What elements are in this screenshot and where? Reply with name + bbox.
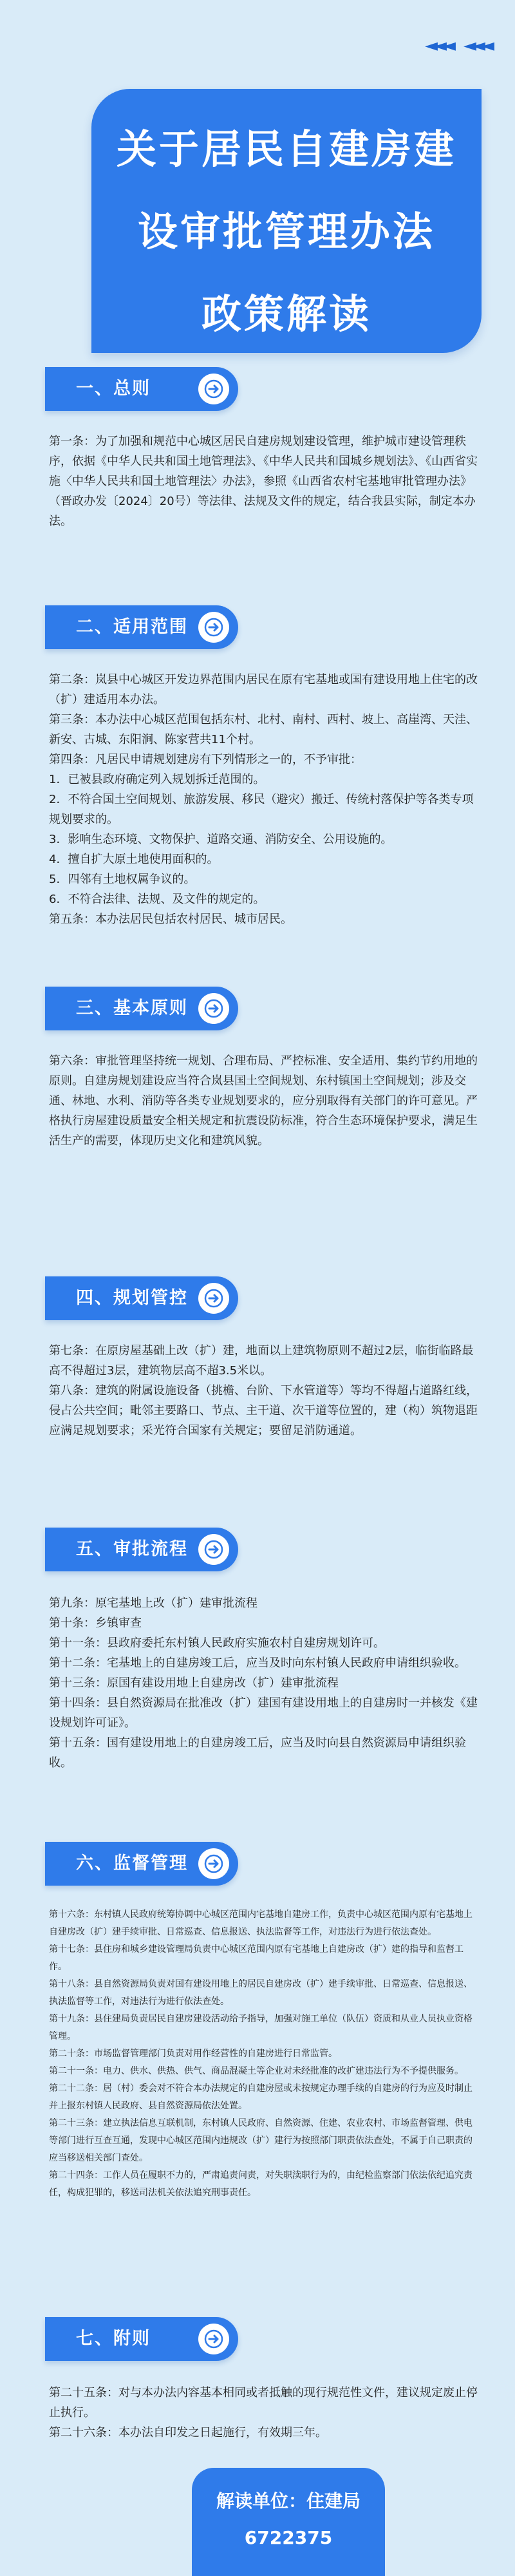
paragraph: 第十二条：宅基地上的自建房竣工后，应当及时向东村镇人民政府申请组织验收。 bbox=[49, 1656, 466, 1670]
decorative-arrows-icon: ◄◄◄ ◄◄◄ bbox=[425, 36, 491, 55]
paragraph: 第八条：建筑的附属设施设备（挑檐、台阶、下水管道等）等均不得超占道路红线，侵占公共空间；毗邻主要路口、节点、主干道、次干道等位置的，建（构）筑物退距应满足规划要求；采光符合国家有关规定；要留足消防通道。 bbox=[49, 1384, 478, 1437]
paragraph: 2．不符合国土空间规划、旅游发展、移民（避灾）搬迁、传统村落保护等各类专项规划要求的。 bbox=[49, 793, 474, 826]
paragraph: 4．擅自扩大原土地使用面积的。 bbox=[49, 853, 219, 866]
section-banner-general bbox=[45, 367, 238, 411]
section-body-approval bbox=[49, 1593, 479, 1773]
section-body-scope bbox=[49, 670, 479, 929]
section-banner-scope bbox=[45, 605, 238, 649]
paragraph: 第四条：凡居民申请规划建房有下列情形之一的，不予审批： bbox=[49, 753, 362, 766]
section-heading: 七、附则 bbox=[76, 2329, 151, 2349]
paragraph: 第十八条：县自然资源局负责对国有建设用地上的居民自建房改（扩）建手续审批、日常巡查、信息报送、执法监督等工作，对违法行为进行依法查处。 bbox=[49, 1979, 473, 2007]
title-line-3: 政策解读 bbox=[201, 290, 371, 337]
section-heading: 四、规划管控 bbox=[76, 1288, 188, 1308]
arrow-right-icon bbox=[198, 993, 229, 1024]
paragraph: 3．影响生态环境、文物保护、道路交通、消防安全、公用设施的。 bbox=[49, 833, 393, 846]
paragraph: 第二十一条：电力、供水、供热、供气、商品混凝土等企业对未经批准的改扩建违法行为不予提供服务。 bbox=[49, 2066, 464, 2076]
title-line-1: 关于居民自建房建 bbox=[116, 126, 456, 173]
paragraph: 第十五条：国有建设用地上的自建房竣工后，应当及时向县自然资源局申请组织验收。 bbox=[49, 1736, 466, 1770]
paragraph: 第三条：本办法中心城区范围包括东村、北村、南村、西村、坡上、高崖湾、天洼、新安、古城、东阳涧、陈家营共11个村。 bbox=[49, 713, 478, 746]
arrow-right-icon bbox=[198, 374, 229, 404]
section-body-principles bbox=[49, 1051, 479, 1151]
paragraph: 第十九条：县住建局负责居民自建房建设活动给予指导，加强对施工单位（队伍）资质和从业人员执业资格管理。 bbox=[49, 2014, 473, 2041]
arrow-right-icon bbox=[198, 612, 229, 643]
arrow-right-icon bbox=[198, 1283, 229, 1314]
paragraph: 第二条：岚县中心城区开发边界范围内居民在原有宅基地或国有建设用地上住宅的改（扩）建适用本办法。 bbox=[49, 673, 478, 706]
paragraph: 第九条：原宅基地上改（扩）建审批流程 bbox=[49, 1596, 258, 1610]
section-banner-supervision bbox=[45, 1842, 238, 1886]
section-heading: 六、监督管理 bbox=[76, 1853, 188, 1873]
paragraph: 第二十六条：本办法自印发之日起施行，有效期三年。 bbox=[49, 2426, 327, 2439]
paragraph: 5．四邻有土地权属争议的。 bbox=[49, 873, 196, 886]
title-line-2: 设审批管理办法 bbox=[137, 208, 435, 255]
section-heading: 五、审批流程 bbox=[76, 1539, 188, 1559]
paragraph: 第二十五条：对与本办法内容基本相同或者抵触的现行规范性文件，建议规定废止停止执行。 bbox=[49, 2386, 478, 2420]
section-body-general bbox=[49, 431, 479, 531]
footer-phone: 6722375 bbox=[244, 2527, 333, 2548]
section-banner-principles bbox=[45, 987, 238, 1030]
footer-unit-label: 解读单位：住建局 bbox=[216, 2490, 360, 2512]
paragraph: 第二十条：市场监督管理部门负责对用作经营性的自建房进行日常监管。 bbox=[49, 2049, 337, 2059]
section-heading: 三、基本原则 bbox=[76, 998, 188, 1018]
paragraph: 第五条：本办法居民包括农村居民、城市居民。 bbox=[49, 913, 292, 926]
section-body-supplementary bbox=[49, 2383, 479, 2443]
section-heading: 二、适用范围 bbox=[76, 617, 188, 637]
paragraph: 第一条：为了加强和规范中心城区居民自建房规划建设管理，维护城市建设管理秩序，依据《中华人民共和国土地管理法》、《中华人民共和国城乡规划法》、《山西省实施〈中华人民共和国土地管理法〉办法》，参照《山西省农村宅基地审批管理办法》（晋政办发〔2024〕20号）等法律、法规及文件的规定，结合我县实际，制定本办法。 bbox=[49, 435, 478, 528]
paragraph: 第十一条：县政府委托东村镇人民政府实施农村自建房规划许可。 bbox=[49, 1636, 385, 1650]
arrow-right-icon bbox=[198, 1848, 229, 1879]
section-body-supervision bbox=[49, 1906, 479, 2202]
paragraph: 第六条：审批管理坚持统一规划、合理布局、严控标准、安全适用、集约节约用地的原则。自建房规划建设应当符合岚县国土空间规划、东村镇国土空间规划；涉及交通、林地、水利、消防等各类专业规划要求的，应分别取得有关部门的许可意见。严格执行房屋建设质量安全相关规定和抗震设防标准，符合生态环境保护要求，满足生活生产的需要，体现历史文化和建筑风貌。 bbox=[49, 1054, 478, 1148]
section-banner-planning bbox=[45, 1276, 238, 1320]
section-banner-supplementary bbox=[45, 2317, 238, 2361]
paragraph: 第十条：乡镇审查 bbox=[49, 1616, 142, 1630]
paragraph: 第七条：在原房屋基础上改（扩）建，地面以上建筑物原则不超过2层，临街临路最高不得超过3层，建筑物层高不超3.5米以。 bbox=[49, 1344, 474, 1378]
paragraph: 第十四条：县自然资源局在批准改（扩）建国有建设用地上的自建房时一并核发《建设规划许可证》。 bbox=[49, 1696, 478, 1730]
paragraph: 第二十二条：居（村）委会对不符合本办法规定的自建房屋或未按规定办理手续的自建房的行为应及时制止并上报东村镇人民政府、县自然资源局依法处置。 bbox=[49, 2083, 473, 2111]
arrow-right-icon bbox=[198, 2324, 229, 2354]
section-body-planning bbox=[49, 1341, 479, 1441]
section-heading: 一、总则 bbox=[76, 379, 151, 399]
title-card bbox=[91, 89, 482, 353]
paragraph: 第二十三条：建立执法信息互联机制，东村镇人民政府、自然资源、住建、农业农村、市场监督管理、供电等部门进行互查互通，发现中心城区范围内违规改（扩）建行为按照部门职责依法查处，不属于自己职责的应当移送相关部门查处。 bbox=[49, 2118, 473, 2163]
paragraph: 6．不符合法律、法规、及文件的规定的。 bbox=[49, 893, 265, 906]
arrow-right-icon bbox=[198, 1534, 229, 1565]
footer-badge bbox=[192, 2468, 385, 2576]
paragraph: 第十三条：原国有建设用地上自建房改（扩）建审批流程 bbox=[49, 1676, 339, 1690]
paragraph: 第二十四条：工作人员在履职不力的，严肃追责问责，对失职渎职行为的，由纪检监察部门依法依纪追究责任，构成犯罪的，移送司法机关依法追究刑事责任。 bbox=[49, 2170, 473, 2198]
paragraph: 1．已被县政府确定列入规划拆迁范围的。 bbox=[49, 773, 265, 786]
section-banner-approval bbox=[45, 1528, 238, 1571]
paragraph: 第十七条：县住房和城乡建设管理局负责中心城区范围内原有宅基地上自建房改（扩）建的指导和监督工作。 bbox=[49, 1944, 464, 1972]
paragraph: 第十六条：东村镇人民政府统筹协调中心城区范围内宅基地自建房工作，负责中心城区范围内原有宅基地上自建房改（扩）建手续审批、日常巡查、信息报送、执法监督等工作，对违法行为进行依法查处。 bbox=[49, 1909, 473, 1937]
